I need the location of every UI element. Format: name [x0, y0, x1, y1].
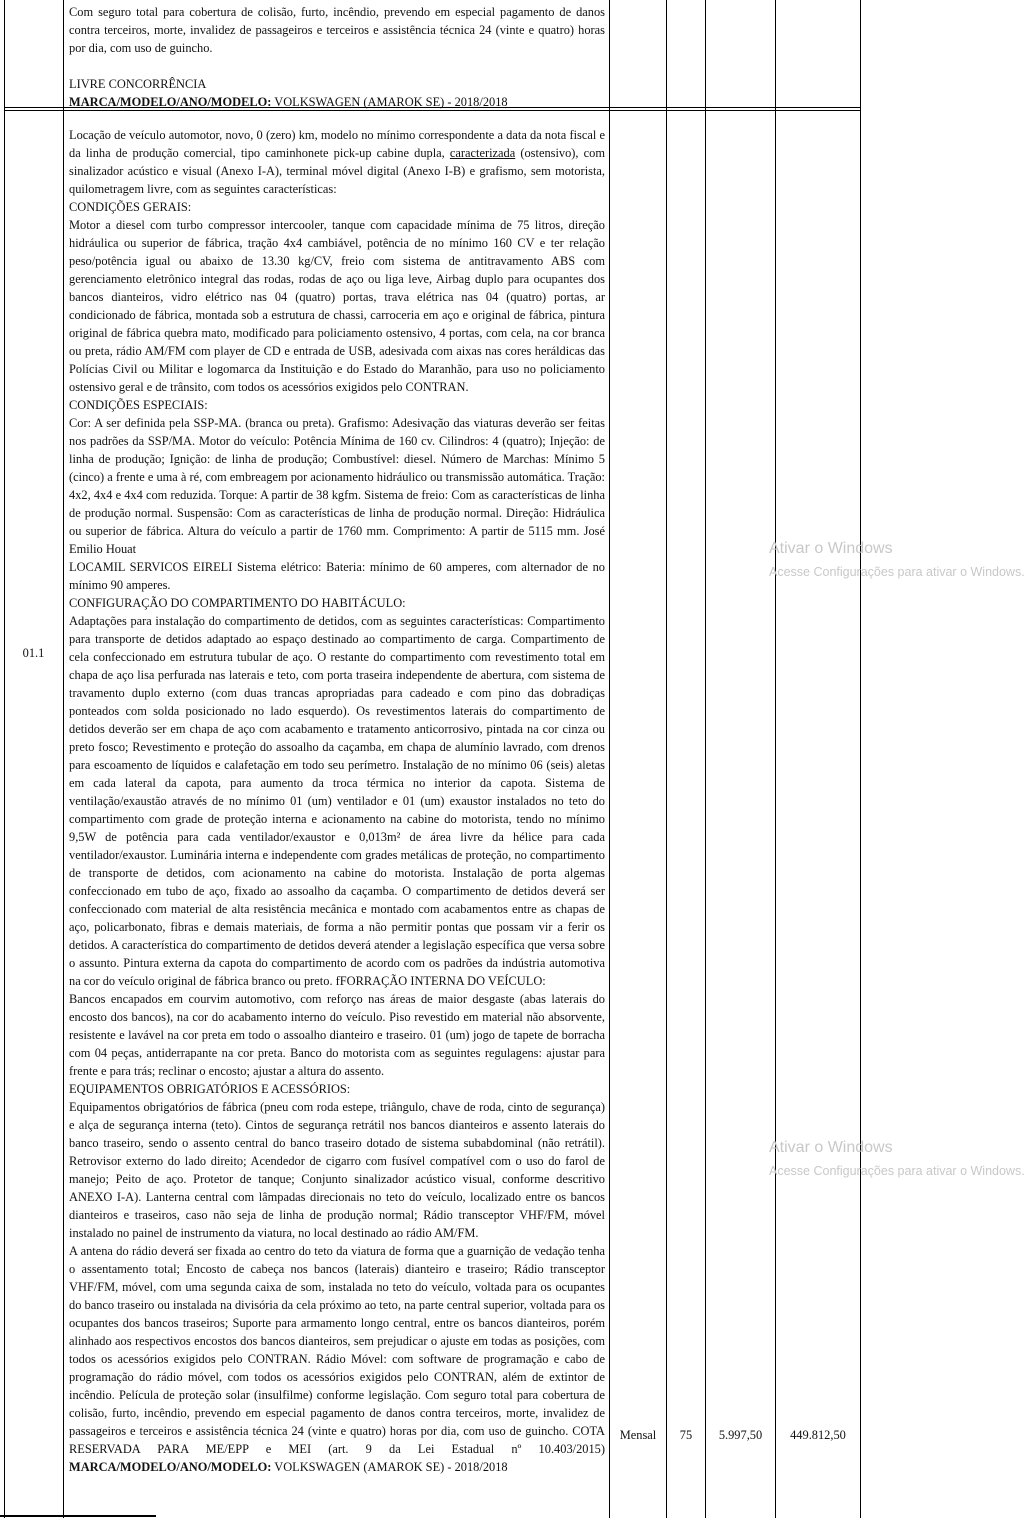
activation-watermark-title: Ativar o Windows	[769, 540, 893, 557]
activation-watermark-subtitle: Acesse Configurações para ativar o Windows.	[769, 565, 1025, 579]
quantity-cell: 75	[679, 1428, 693, 1442]
locamil-text: LOCAMIL SERVICOS EIRELI Sistema elétrico: Bateria: mínimo de 60 amperes, com alternador de no mínimo 90 amperes.	[69, 560, 605, 592]
forracao-text: Bancos encapados em courvim automotivo, com reforço nas áreas de maior desgaste (abas laterais do encosto dos bancos), na cor do acabamento interno do veículo. Piso revestido em material não absorvente, resistente e lavável na cor preta em todo o assoalho dianteiro e traseiro. 01 (um) jogo de tapete de borracha com 04 peças, antiderrapante na cor preta. Banco do motorista com as seguintes regulagens: ajustar para frente e para trás; reclinar o encosto; ajustar a altura do assento.	[69, 992, 605, 1078]
row2-description	[69, 126, 605, 1476]
condicoes-gerais-text: Motor a diesel com turbo compressor intercooler, tanque com capacidade mínima de 75 litros, direção hidráulica ou superior de fábrica, tração 4x4 cambiável, potência de no mínimo 160 CV e ter relação peso/potência igual ou abaixo de 13.30 kg/CV, freio com sistema de antitravamento ABS com gerenciamento eletrônico integral das rodas, rodas de aço ou liga leve, Airbag duplo para ocupantes dos bancos dianteiros, vidro elétrico nas 04 (quatro) portas, trava elétrica nas 04 (quatro) portas, ar condicionado de fábrica, montada sob a estrutura de chassi, carroceria em aço e original de fábrica, pintura original de fábrica quebra mato, modificado para policiamento ostensivo, 4 portas, com cela, na cor branca ou preta, rádio AM/FM com player de CD e entrada de USB, adesivada com aixas nas cores heráldicas das Polícias Civil ou Militar e logomarca da Instituição e do Estado do Maranhão, para uso no policiamento ostensivo geral e de trânsito, com todos os acessórios exigidos pelo CONTRAN.	[69, 218, 605, 394]
condicoes-especiais-heading: CONDIÇÕES ESPECIAIS:	[69, 398, 208, 412]
column-divider-1	[63, 0, 64, 1518]
activation-watermark-subtitle-2: Acesse Configurações para ativar o Windows.	[769, 1164, 1025, 1178]
column-divider-2	[609, 0, 610, 1518]
intro-paragraph: Locação de veículo automotor, novo, 0 (zero) km, modelo no mínimo correspondente a data da nota fiscal e da linha de produção comercial, tipo caminhonete pick-up cabine dupla, caracterizada (ostensivo), com sinalizador acústico e visual (Anexo I-A), terminal móvel digital (Anexo I-B) e grafismo, sem motorista, quilometragem livre, com as seguintes características:	[69, 128, 605, 196]
row1-description	[69, 3, 605, 111]
table-border-right	[860, 0, 861, 1518]
row1-marca	[69, 93, 605, 111]
row2-marca-value: VOLKSWAGEN (AMAROK SE) - 2018/2018	[271, 1460, 508, 1474]
row1-marca-label: MARCA/MODELO/ANO/MODELO:	[69, 95, 272, 109]
column-divider-4	[705, 0, 706, 1518]
unit-price-cell: 5.997,50	[718, 1428, 763, 1442]
configuracao-text: Adaptações para instalação do compartimento de detidos, com as seguintes características: Compartimento para transporte de detidos adaptado ao espaço destinado ao compartimento de carga. Compartimento de cela confeccionado em estrutura tubular de aço. O restante do compartimento com revestimento total em chapa de aço lisa perfurada nas laterais e teto, com porta traseira independente de abertura, com sistema de travamento duplo externo (com duas trancas apropriadas para cadeado e com pino das dobradiças ponteados com solda posicionado no lado esquerdo). Os revestimentos laterais do compartimento de detidos deverão ser em chapa de aço com acabamento e tratamento anticorrosivo, pintada na cor cinza ou preto fosco; Revestimento e proteção do assoalho da caçamba, em chapa de alumínio lavrado, com drenos para escoamento de líquidos e calafetação em todo seu perímetro. Instalação de no mínimo 06 (seis) aletas em cada lateral da capota, para aumento da troca térmica no interior da capota. Sistema de ventilação/exaustão através de no mínimo 01 (um) ventilador e 01 (um) exaustor instalados no teto do compartimento com grade de proteção interna e acionamento na cabine do motorista, tendo no mínimo 9,5W de potência para cada ventilador/exaustor e 0,013m² de área livre da hélice para cada ventilador/exaustor. Luminária interna e independente com grades metálicas de proteção, no compartimento de transporte de detidos, com acionamento na cabine do motorista. Instalação de porta algemas confeccionado em tubo de aço, fixado ao assoalho da caçamba. O compartimento de detidos deverá ser confeccionado com material de alta resistência mecânica e montado com acabamentos entre as chapas de aço, policarbonato, fibras e demais materiais, de forma a não permitir pontas que possam vir a ferir os detidos. A característica do compartimento de detidos deverá atender a legislação específica que versa sobre o assunto. Pintura externa da capota do compartimento de acordo com os padrões da indústria automotiva na cor do veículo original de fábrica branco ou preto. fFORRAÇÃO INTERNA DO VEÍCULO:	[69, 614, 605, 988]
table-border-left	[4, 0, 5, 1518]
antena-text: A antena do rádio deverá ser fixada ao centro do teto da viatura de forma que a guarnição de vedação tenha o assentamento total; Encosto de cabeça nos bancos (laterais) dianteiro e traseiro; Rádio transceptor VHF/FM, móvel, com uma segunda caixa de som, instalada no teto do veículo, voltada para os ocupantes do banco traseiro ou instalada na divisória da cela próximo ao teto, na parte central superior, voltada para os ocupantes dos bancos traseiros; Suporte para armamento longo central, entre os bancos dianteiros, porém alinhado aos respectivos encostos dos bancos dianteiros, sem prejudicar o ajuste em todas as posições, com todos os acessórios exigidos pelo CONTRAN. Rádio Móvel: com software de programação e cabo de programação do rádio móvel, com todos os acessórios exigidos pelo CONTRAN, além de extintor de incêndio. Película de proteção solar (insulfilme) conforme legislação. Com seguro total para cobertura de colisão, furto, incêndio, prevendo em especial pagamento de danos contra terceiros, morte, invalidez de passageiros e terceiros e assistência técnica 24 (vinte e quatro) horas por dia, com uso de guincho. COTA RESERVADA PARA ME/EPP e MEI (art. 9 da Lei Estadual nº 10.403/2015) MARCA/MODELO/ANO/MODELO: VOLKSWAGEN (AMAROK SE) - 2018/2018	[69, 1244, 605, 1474]
equipamentos-heading: EQUIPAMENTOS OBRIGATÓRIOS E ACESSÓRIOS:	[69, 1082, 351, 1096]
column-divider-3	[666, 0, 667, 1518]
row1-insurance-text: Com seguro total para cobertura de colisão, furto, incêndio, prevendo em especial pagamento de danos contra terceiros, morte, invalidez de passageiros e terceiros e assistência técnica 24 (vinte e quatro) horas por dia, com uso de guincho.	[69, 5, 605, 55]
caracterizada-underlined: caracterizada	[449, 146, 516, 160]
row1-marca-value: VOLKSWAGEN (AMAROK SE) - 2018/2018	[271, 95, 508, 109]
row2-marca-label: MARCA/MODELO/ANO/MODELO:	[69, 1460, 272, 1474]
equipamentos-text: Equipamentos obrigatórios de fábrica (pneu com roda estepe, triângulo, chave de roda, cinto de segurança) e alça de segurança interna (teto). Cintos de segurança retrátil nos bancos dianteiros e assento laterais do banco traseiro, sendo o assento central do banco traseiro dotado de sistema subabdominal (não retrátil). Retrovisor externo do lado direito; Acendedor de cigarro com fusível compatível com o uso do farol de manejo; Peito de aço. Protetor de tanque; Conjunto sinalizador acústico visual, conforme descritivo ANEXO I-A). Lanterna central com lâmpadas direcionais no teto do veículo, localizado entre os bancos dianteiros e traseiros, caso não seja de linha de produção normal; Rádio transceptor VHF/FM, móvel instalado no painel de instrumento da viatura, no local destinado ao rádio AM/FM.	[69, 1100, 605, 1240]
activation-watermark-title-2: Ativar o Windows	[769, 1139, 893, 1156]
row1-livre-concorrencia: LIVRE CONCORRÊNCIA	[69, 77, 207, 91]
total-price-cell: 449.812,50	[790, 1428, 846, 1442]
condicoes-especiais-text: Cor: A ser definida pela SSP-MA. (branca ou preta). Grafismo: Adesivação das viaturas deverão ser feitas nos padrões da SSP/MA. Motor do veículo: Potência Mínima de 160 cv. Cilindros: 4 (quatro); Injeção: de linha de produção; Ignição: de linha de produção; Combustível: diesel. Número de Marchas: Mínimo 5 (cinco) a frente e uma à ré, com embreagem por acionamento hidráulico ou transmissão automática. Tração: 4x2, 4x4 e 4x4 com reduzida. Torque: A partir de 38 kgfm. Sistema de freio: Com as características de linha de produção normal. Suspensão: Com as características de linha de produção normal. Direção: Hidráulica ou superior de fábrica. Altura do veículo a partir de 1760 mm. Comprimento: A partir de 5115 mm. José Emilio Houat	[69, 416, 605, 556]
unit-cell: Mensal	[619, 1428, 657, 1442]
footnote-rule	[0, 1515, 156, 1517]
configuracao-heading: CONFIGURAÇÃO DO COMPARTIMENTO DO HABITÁCULO:	[69, 596, 406, 610]
item-number: 01.1	[22, 646, 45, 660]
condicoes-gerais-heading: CONDIÇÕES GERAIS:	[69, 200, 192, 214]
column-divider-5	[775, 0, 776, 1518]
